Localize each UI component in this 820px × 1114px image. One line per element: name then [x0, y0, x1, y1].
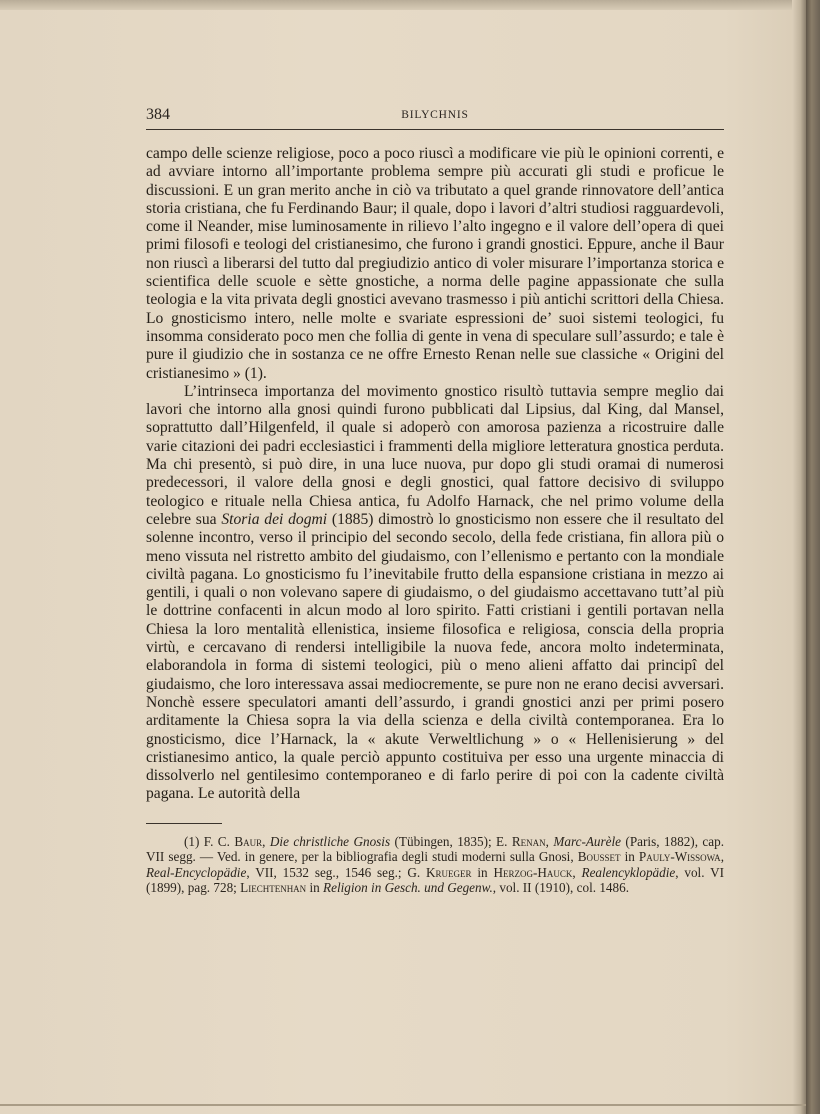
paragraph-1-text: campo delle scienze religiose, poco a poco riuscì a modificare vie più le opinioni correnti, e ad avviare intorno all’importante problema sempre più accurati gli studi e proficue le discussioni. E un gran merito anche in ciò va tributato a quel grande rinnovatore dell’antica storia cristiana, che fu Ferdinando Baur; il quale, dopo i lavori d’altri studiosi ragguardevoli, come il Neander, mise luminosamente in rilievo l’alto ingegno e il valore dell’opera di quei primi filosofi e teologi del cristianesimo, che furono i grandi gnostici. Eppure, anche il Baur non riuscì a liberarsi del tutto dal pregiudizio antico di voler misurare l’importanza storica e scientifica delle scuole e sètte gnostiche, a norma delle pagine appassionate che sulla teologia e la vita privata degli gnostici avevano trasmesso i più antichi scrittori della Chiesa. Lo gnosticismo intero, nelle molte e svariate espressioni de’ suoi sistemi teologici, fu insomma considerato poco men che follia di gente in vena di speculare sull’assurdo; e tale è pure il giudizio che in sostanza ce ne offre Ernesto Renan nelle sue classiche « Origini del cristianesimo » (1).	[146, 145, 724, 382]
page-number: 384	[146, 106, 170, 123]
footnote-work-title: Die christliche Gnosis	[269, 834, 391, 849]
paragraph-2-text-a: L’intrinseca importanza del movimento gnostico risultò tuttavia sempre meglio dai lavori che intorno alla gnosi quindi furono pubblicati dal Lipsius, dal King, dal Mansel, soprattutto dall’Hilgenfeld, il quale si adoperò con amorosa pazienza a ricostruire dalle varie citazioni dei padri ecclesiastici i frammenti della migliore letteratura gnostica perduta. Ma chi presentò, si può dire, in una luce nuova, pur dopo gli studi oramai di numerosi predecessori, il valore della gnosi e degli gnostici, qual fattore decisivo di sviluppo teologico e rituale nella Chiesa antica, fu Adolfo Harnack, che nel primo volume della celebre sua	[146, 382, 724, 528]
footnote-text: , vol. II (1910), col. 1486.	[492, 879, 629, 895]
footnote-text: in	[471, 864, 494, 880]
page-top-edge	[0, 0, 806, 10]
footnote-text: in	[306, 879, 324, 895]
page-bottom-rule	[0, 1104, 806, 1106]
paragraph-2	[146, 383, 724, 804]
page-right-edge	[792, 0, 806, 1114]
main-text	[146, 145, 724, 804]
footnote-author: Bousset	[577, 849, 621, 865]
footnote-text: (Tübingen, 1835); E.	[390, 834, 512, 849]
footnote-author: Herzog-Hauck	[493, 864, 573, 880]
footnote-work-title: Real-Encyclopädie	[146, 864, 247, 880]
footnote-1	[146, 834, 724, 895]
footnote-work-title: Religion in Gesch. und Gegenw.	[323, 879, 493, 895]
book-title-storia-dei-dogmi: Storia dei dogmi	[221, 510, 328, 528]
footnote-author: Baur	[234, 834, 263, 849]
running-head	[146, 104, 724, 126]
footnote-text: ,	[572, 864, 582, 880]
journal-title: BILYCHNIS	[401, 109, 469, 121]
paragraph-1	[146, 145, 724, 383]
footnote-text: , VII, 1532 seg., 1546 seg.; G.	[246, 864, 427, 880]
footnote-author: Pauly-Wissowa	[638, 849, 721, 865]
footnote-text: ,	[720, 849, 724, 865]
book-binding	[806, 0, 820, 1114]
footnote	[146, 834, 724, 895]
header-rule	[146, 129, 724, 130]
footnote-author: Krueger	[426, 864, 472, 880]
footnote-text: (Paris, 1882), cap. VII segg. — Ved. in genere, per la bibliografia degli studi moderni sulla Gnosi,	[146, 834, 725, 865]
footnote-author: Renan	[511, 834, 546, 849]
footnote-text: ,	[545, 834, 554, 849]
footnote-text: ,	[262, 834, 270, 849]
paragraph-2-text-b: (1885) dimostrò lo gnosticismo non essere che il resultato del solenne incontro, verso il principio del secondo secolo, della fede cristiana, fin allora più o meno vissuta nel ristretto ambito del giudaismo, con l’ellenismo e pertanto con la mondiale civiltà pagana. Lo gnosticismo fu l’inevitabile frutto della espansione cristiana in mezzo ai gentili, i quali o non volevano sapere di giudaismo, o del giudaismo accettavano tutt’al più le dottrine confacenti in alcun modo al loro spirito. Fatti cristiani i gentili portavan nella Chiesa la loro mentalità ellenistica, insieme filosofica e religiosa, conscia della propria virtù, e cercavano di rendersi intelligibile la nuova fede, ancora molto indeterminata, elaborandola in forma di sistemi teologici, più o meno alieni affatto dai principî del giudaismo, che loro interessava assai mediocremente, se pure non ne erano decisi avversari. Nonchè essere speculatori amanti dell’assurdo, i grandi gnostici anzi per primi posero arditamente la Chiesa sopra la via della scienza e della civiltà contemporanea. Era lo gnosticismo, dice l’Harnack, la « akute Verweltlichung » o « Hellenisierung » del cristianesimo antico, la quale perciò appunto costituiva per esso una urgente minaccia di dissolverlo nel gentilesimo contemporaneo e di farlo perire di poi con la cadente civiltà pagana. Le autorità della	[146, 510, 724, 803]
footnote-text: (1) F. C.	[184, 834, 235, 849]
footnote-author: Liechtenhan	[240, 879, 307, 895]
footnote-text: , vol. VI (1899), pag. 728;	[146, 864, 725, 895]
footnote-rule	[146, 823, 222, 824]
footnote-work-title: Realencyklopädie	[581, 864, 676, 880]
footnote-work-title: Marc-Aurèle	[553, 834, 621, 849]
footnote-text: in	[620, 849, 639, 865]
